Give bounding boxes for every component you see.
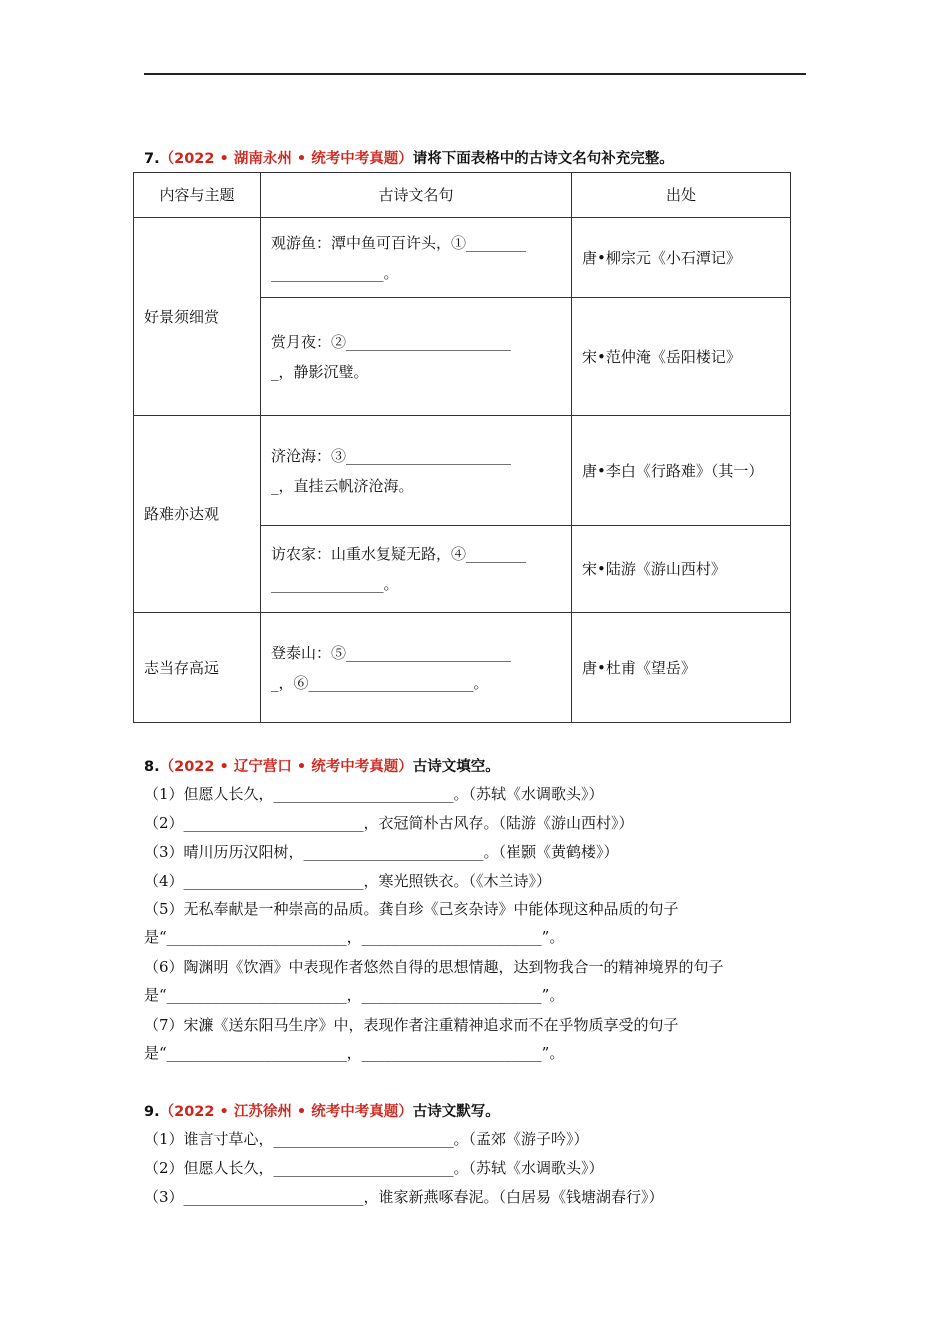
list-item: （2）________________________，衣冠简朴古风存。（陆游《游山西村》） xyxy=(144,814,634,832)
q9-number: 9. xyxy=(144,1104,160,1120)
q8-prompt: 古诗文填空。 xyxy=(412,759,500,775)
list-item: （2）但愿人长久，________________________。（苏轼《水调歌头》） xyxy=(144,1159,604,1177)
theme-cell: 志当存高远 xyxy=(134,613,261,723)
header-theme: 内容与主题 xyxy=(134,173,261,218)
q8-source: （2022 • 辽宁营口 • 统考中考真题） xyxy=(159,759,413,775)
source-cell: 唐•柳宗元《小石潭记》 xyxy=(572,218,791,298)
verse-line: _，静影沉璧。 xyxy=(271,362,369,381)
verse-line: 登泰山：⑤______________________ xyxy=(271,643,512,662)
list-item: （6）陶渊明《饮酒》中表现作者悠然自得的思想情趣，达到物我合一的精神境界的句子是“________________________，________________________”。 xyxy=(144,958,724,1004)
source-cell: 宋•范仲淹《岳阳楼记》 xyxy=(572,298,791,416)
verse-line: 观游鱼：潭中鱼可百许头，①________ xyxy=(271,233,527,252)
header-verse: 古诗文名句 xyxy=(261,173,572,218)
q9-source: （2022 • 江苏徐州 • 统考中考真题） xyxy=(159,1104,413,1120)
list-item: （7）宋濂《送东阳马生序》中，表现作者注重精神追求而不在乎物质享受的句子是“________________________，________________________”。 xyxy=(144,1016,679,1062)
q7-title xyxy=(144,147,674,168)
table-row xyxy=(134,613,791,723)
q7-prompt: 请将下面表格中的古诗文名句补充完整。 xyxy=(412,151,674,167)
q8-number: 8. xyxy=(144,759,160,775)
verse-line: _______________。 xyxy=(271,575,399,593)
verse-cell xyxy=(261,613,572,723)
verse-line: 济沧海：③______________________ xyxy=(271,446,512,465)
list-item: （1）但愿人长久，________________________。（苏轼《水调歌头》） xyxy=(144,785,604,803)
q7-source: （2022 • 湖南永州 • 统考中考真题） xyxy=(159,151,413,167)
theme-cell: 路难亦达观 xyxy=(134,416,261,613)
q9-prompt: 古诗文默写。 xyxy=(412,1104,500,1120)
source-cell: 唐•杜甫《望岳》 xyxy=(572,613,791,723)
table-header-row xyxy=(134,173,791,218)
q7-number: 7. xyxy=(144,151,160,167)
verse-line: _______________。 xyxy=(271,263,399,282)
header-rule xyxy=(144,73,806,75)
verse-line: 访农家：山重水复疑无路，④________ xyxy=(271,545,527,563)
theme-cell: 好景须细赏 xyxy=(134,218,261,416)
verse-line: _，⑥______________________。 xyxy=(271,673,489,692)
poem-table xyxy=(133,172,791,723)
list-item: （5）无私奉献是一种崇高的品质。龚自珍《己亥杂诗》中能体现这种品质的句子是“________________________，________________________”。 xyxy=(144,900,679,946)
verse-cell xyxy=(261,218,572,298)
q8-title xyxy=(144,755,500,776)
verse-cell xyxy=(261,298,572,416)
list-item: （3）________________________，谁家新燕啄春泥。（白居易《钱塘湖春行》） xyxy=(144,1188,664,1206)
table-row xyxy=(134,416,791,526)
source-cell: 唐•李白《行路难》（其一） xyxy=(572,416,791,526)
list-item: （4）________________________，寒光照铁衣。（《木兰诗》） xyxy=(144,872,552,890)
verse-line: 赏月夜：②______________________ xyxy=(271,332,512,351)
list-item: （3）晴川历历汉阳树，________________________。（崔颢《黄鹤楼》） xyxy=(144,843,619,861)
q9-title xyxy=(144,1100,500,1121)
list-item: （1）谁言寸草心，________________________。（孟郊《游子吟》） xyxy=(144,1130,589,1148)
header-source: 出处 xyxy=(572,173,791,218)
verse-line: _，直挂云帆济沧海。 xyxy=(271,476,414,495)
source-cell: 宋•陆游《游山西村》 xyxy=(572,526,791,613)
table-row xyxy=(134,218,791,298)
verse-cell xyxy=(261,526,572,613)
verse-cell xyxy=(261,416,572,526)
